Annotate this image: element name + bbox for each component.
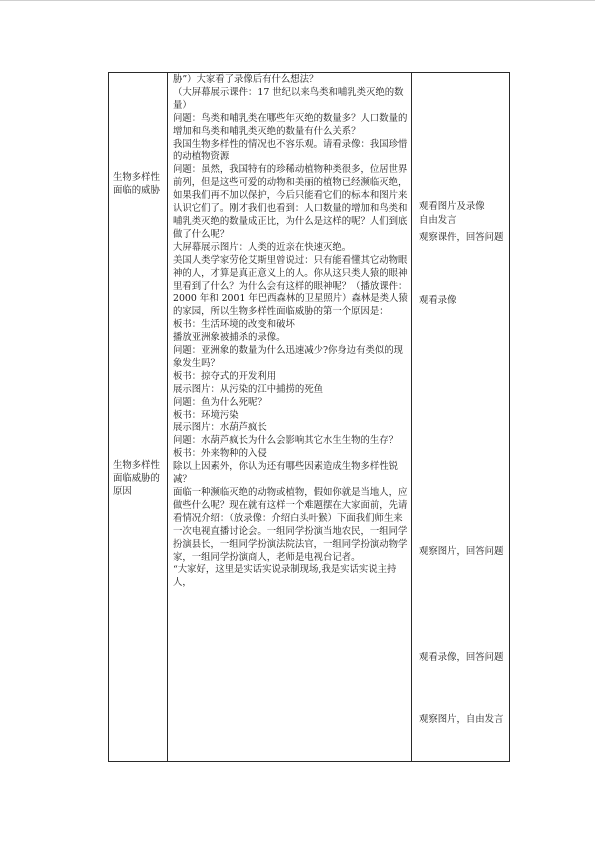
content-line: 除以上因素外，你认为还有哪些因素造成生物多样性锐减？ xyxy=(173,461,399,486)
lesson-table xyxy=(108,72,510,762)
content-line: 问题：鸟类和哺乳类在哪些年灭绝的数量多？人口数量的增加和鸟类和哺乳类灭绝的数量有什么关系？ xyxy=(173,112,408,137)
content-line: 展示图片：从污染的江中捕捞的死鱼 xyxy=(173,383,324,395)
section-label-causes: 生物多样性面临威胁的原因 xyxy=(113,460,160,497)
section-label-threats: 生物多样性面临的威胁 xyxy=(113,172,160,196)
content-line: 问题：虽然，我国特有的珍稀动植物种类很多，位居世界前列，但是这些可爱的动物和美丽的植物已经濒临灭绝，如果我们再不加以保护，今后只能看它们的标本和图片来认识它们了。刚才我们也看到：人口数量的增加和鸟类和哺乳类灭绝的数量成正比，为什么是这样的呢？人们到底做了什么呢？ xyxy=(173,164,408,240)
header-rule xyxy=(0,0,595,1)
student-activity: 观看图片及录像 xyxy=(419,201,485,212)
column-divider-1 xyxy=(167,73,168,761)
content-line: 问题：水葫芦疯长为什么会影响其它水生生物的生存？ xyxy=(173,435,399,447)
student-activity: 观察图片，回答问题 xyxy=(419,546,504,557)
content-line: 问题：鱼为什么死呢？ xyxy=(173,396,267,408)
content-line: 问题：亚洲象的数量为什么迅速减少?你身边有类似的现象发生吗？ xyxy=(173,345,404,369)
student-activity: 自由发言 xyxy=(419,215,457,226)
content-line: 展示图片：水葫芦疯长 xyxy=(173,422,267,434)
content-line: 板书：生活环境的改变和破坏 xyxy=(173,319,295,331)
content-line: 我国生物多样性的情况也不容乐观。请看录像：我国珍惜的动植物资源 xyxy=(173,138,408,163)
content-line: 大屏幕展示图片：人类的近亲在快速灭绝。 xyxy=(173,241,352,253)
content-line: 板书：环境污染 xyxy=(173,409,239,421)
student-activity: 观看录像 xyxy=(419,295,457,306)
content-line: （大屏幕展示课件：17 世纪以来鸟类和哺乳类灭绝的数量） xyxy=(173,86,404,111)
content-line: “大家好，这里是实话实说录制现场,我是实话实说主持人， xyxy=(173,564,397,589)
student-activity: 观看录像，回答问题 xyxy=(419,652,504,663)
content-line: 面临一种濒临灭绝的动物或植物，假如你就是当地人，应做些什么呢？现在就有这样一个难题摆在大家面前，先请看情况介绍：（放录像：介绍白头叶猴）下面我们师生来一次电视直播讨论会。一组同学扮演当地农民，一组同学扮演县长，一组同学扮演法院法官，一组同学扮演动物学家，一组同学扮演商人，老师是电视台记者。 xyxy=(173,487,408,563)
content-line: 板书：掠夺式的开发利用 xyxy=(173,370,277,382)
column-divider-2 xyxy=(411,73,412,761)
student-activity: 观察课件，回答问题 xyxy=(419,232,504,243)
student-activity: 观察图片，自由发言 xyxy=(419,714,504,725)
content-line: 美国人类学家劳伦艾斯里曾说过：只有能看懂其它动物眼神的人，才算是真正意义上的人。你从这只类人猿的眼神里看到了什么？为什么会有这样的眼神呢？（播放课件：2000 年和 2001 年巴西森林的卫星照片）森林是类人猿的家园，所以生物多样性面临威胁的第一个原因是： xyxy=(173,254,408,318)
content-line: 播放亚洲象被捕杀的录像。 xyxy=(173,332,286,344)
teaching-content xyxy=(173,74,409,590)
content-line: 板书：外来物种的入侵 xyxy=(173,448,267,460)
content-line: 胁”）大家看了录像后有什么想法？ xyxy=(173,74,319,85)
